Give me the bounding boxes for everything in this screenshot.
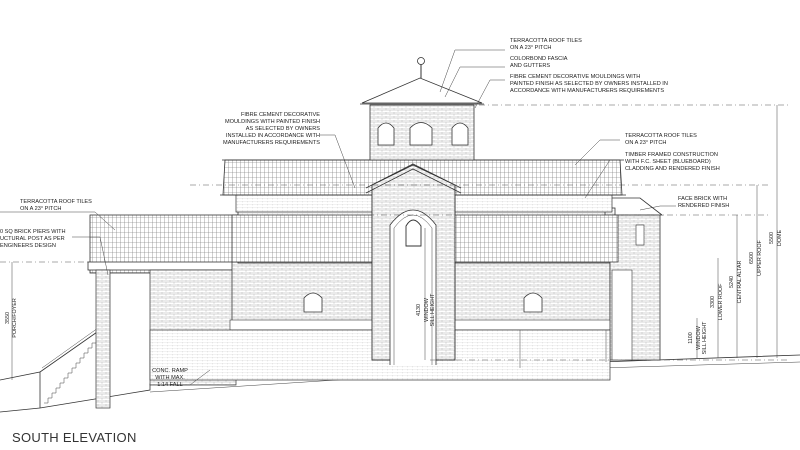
entry-stairs (0, 328, 100, 408)
drawing-title: SOUTH ELEVATION (12, 430, 137, 445)
svg-text:PORCH/FOYER: PORCH/FOYER (12, 298, 18, 338)
svg-text:PAINTED FINISH AS SELECTED BY: PAINTED FINISH AS SELECTED BY OWNERS INSTALLED IN (510, 81, 668, 87)
svg-text:AND GUTTERS: AND GUTTERS (510, 63, 551, 69)
svg-text:CLADDING AND RENDERED FINISH: CLADDING AND RENDERED FINISH (625, 166, 720, 172)
svg-text:ACCORDANCE WITH MANUFACTURERS: ACCORDANCE WITH MANUFACTURERS REQUIREMENTS (510, 88, 665, 94)
svg-text:INSTALLED IN ACCORDANCE WITH: INSTALLED IN ACCORDANCE WITH (225, 133, 320, 139)
svg-text:ON A 23° PITCH: ON A 23° PITCH (625, 140, 667, 146)
svg-text:0 SQ BRICK PIERS WITH: 0 SQ BRICK PIERS WITH (0, 229, 66, 235)
svg-text:RENDERED FINISH: RENDERED FINISH (678, 203, 730, 209)
dim-porch (5, 298, 18, 338)
note-fibre-cement-left (223, 112, 320, 146)
svg-text:WINDOW: WINDOW (424, 298, 430, 322)
note-dome-roof-tiles (510, 38, 582, 51)
svg-text:5500: 5500 (769, 232, 775, 244)
note-ramp (152, 368, 188, 388)
svg-text:ON A 23° PITCH: ON A 23° PITCH (510, 45, 552, 51)
svg-text:SILL HEIGHT: SILL HEIGHT (702, 321, 708, 355)
svg-text:TERRACOTTA ROOF TILES: TERRACOTTA ROOF TILES (20, 199, 92, 205)
central-gable (366, 164, 461, 365)
svg-text:5240: 5240 (729, 276, 735, 288)
note-fibre-cement-right (510, 74, 668, 94)
note-face-brick (678, 196, 729, 209)
svg-text:UPPER ROOF: UPPER ROOF (757, 240, 763, 276)
svg-text:1100: 1100 (688, 332, 694, 344)
svg-text:4130: 4130 (416, 304, 422, 316)
svg-text:MANUFACTURERS REQUIREMENTS: MANUFACTURERS REQUIREMENTS (223, 140, 320, 146)
svg-text:FIBRE CEMENT DECORATIVE: FIBRE CEMENT DECORATIVE (240, 112, 320, 118)
dim-central-altar (729, 261, 743, 304)
svg-text:3550: 3550 (5, 312, 11, 324)
svg-text:WITH MAX.: WITH MAX. (155, 375, 185, 381)
svg-text:LOWER ROOF: LOWER ROOF (718, 283, 724, 321)
svg-text:DOME: DOME (777, 229, 783, 247)
svg-text:WINDOW: WINDOW (696, 326, 702, 350)
dim-lower-roof (710, 283, 724, 321)
svg-text:UCTURAL POST AS PER: UCTURAL POST AS PER (0, 236, 65, 242)
note-timber-framed (625, 152, 720, 172)
svg-text:MOULDINGS WITH PAINTED FINISH: MOULDINGS WITH PAINTED FINISH (225, 119, 320, 125)
dim-window-sill-right (688, 321, 708, 354)
dim-dome (769, 230, 783, 247)
svg-text:1:14 FALL: 1:14 FALL (157, 382, 183, 388)
note-brick-piers (0, 229, 66, 249)
note-colorbond (510, 56, 568, 69)
svg-text:SILL HEIGHT: SILL HEIGHT (430, 293, 436, 327)
svg-text:TIMBER FRAMED CONSTRUCTION: TIMBER FRAMED CONSTRUCTION (625, 152, 718, 158)
dim-upper-roof (749, 239, 763, 275)
note-upper-roof-tiles (625, 133, 697, 146)
svg-text:CONC. RAMP: CONC. RAMP (152, 368, 188, 374)
svg-text:CENTRAL ALTAR: CENTRAL ALTAR (737, 260, 743, 304)
svg-text:ON A 23° PITCH: ON A 23° PITCH (20, 206, 62, 212)
svg-text:ENGINEERS DESIGN: ENGINEERS DESIGN (0, 243, 56, 249)
svg-text:TERRACOTTA ROOF TILES: TERRACOTTA ROOF TILES (510, 38, 582, 44)
svg-text:6500: 6500 (749, 252, 755, 264)
svg-text:FACE BRICK WITH: FACE BRICK WITH (678, 196, 728, 202)
svg-text:3300: 3300 (710, 296, 716, 308)
svg-text:WITH F.C. SHEET (BLUEBOARD): WITH F.C. SHEET (BLUEBOARD) (625, 159, 711, 165)
note-left-roof-tiles (20, 199, 92, 212)
svg-text:FIBRE CEMENT DECORATIVE MOULDI: FIBRE CEMENT DECORATIVE MOULDINGS WITH (510, 74, 641, 80)
svg-text:AS SELECTED BY OWNERS: AS SELECTED BY OWNERS (245, 126, 320, 132)
svg-text:COLORBOND FASCIA: COLORBOND FASCIA (510, 56, 568, 62)
svg-text:TERRACOTTA ROOF TILES: TERRACOTTA ROOF TILES (625, 133, 697, 139)
